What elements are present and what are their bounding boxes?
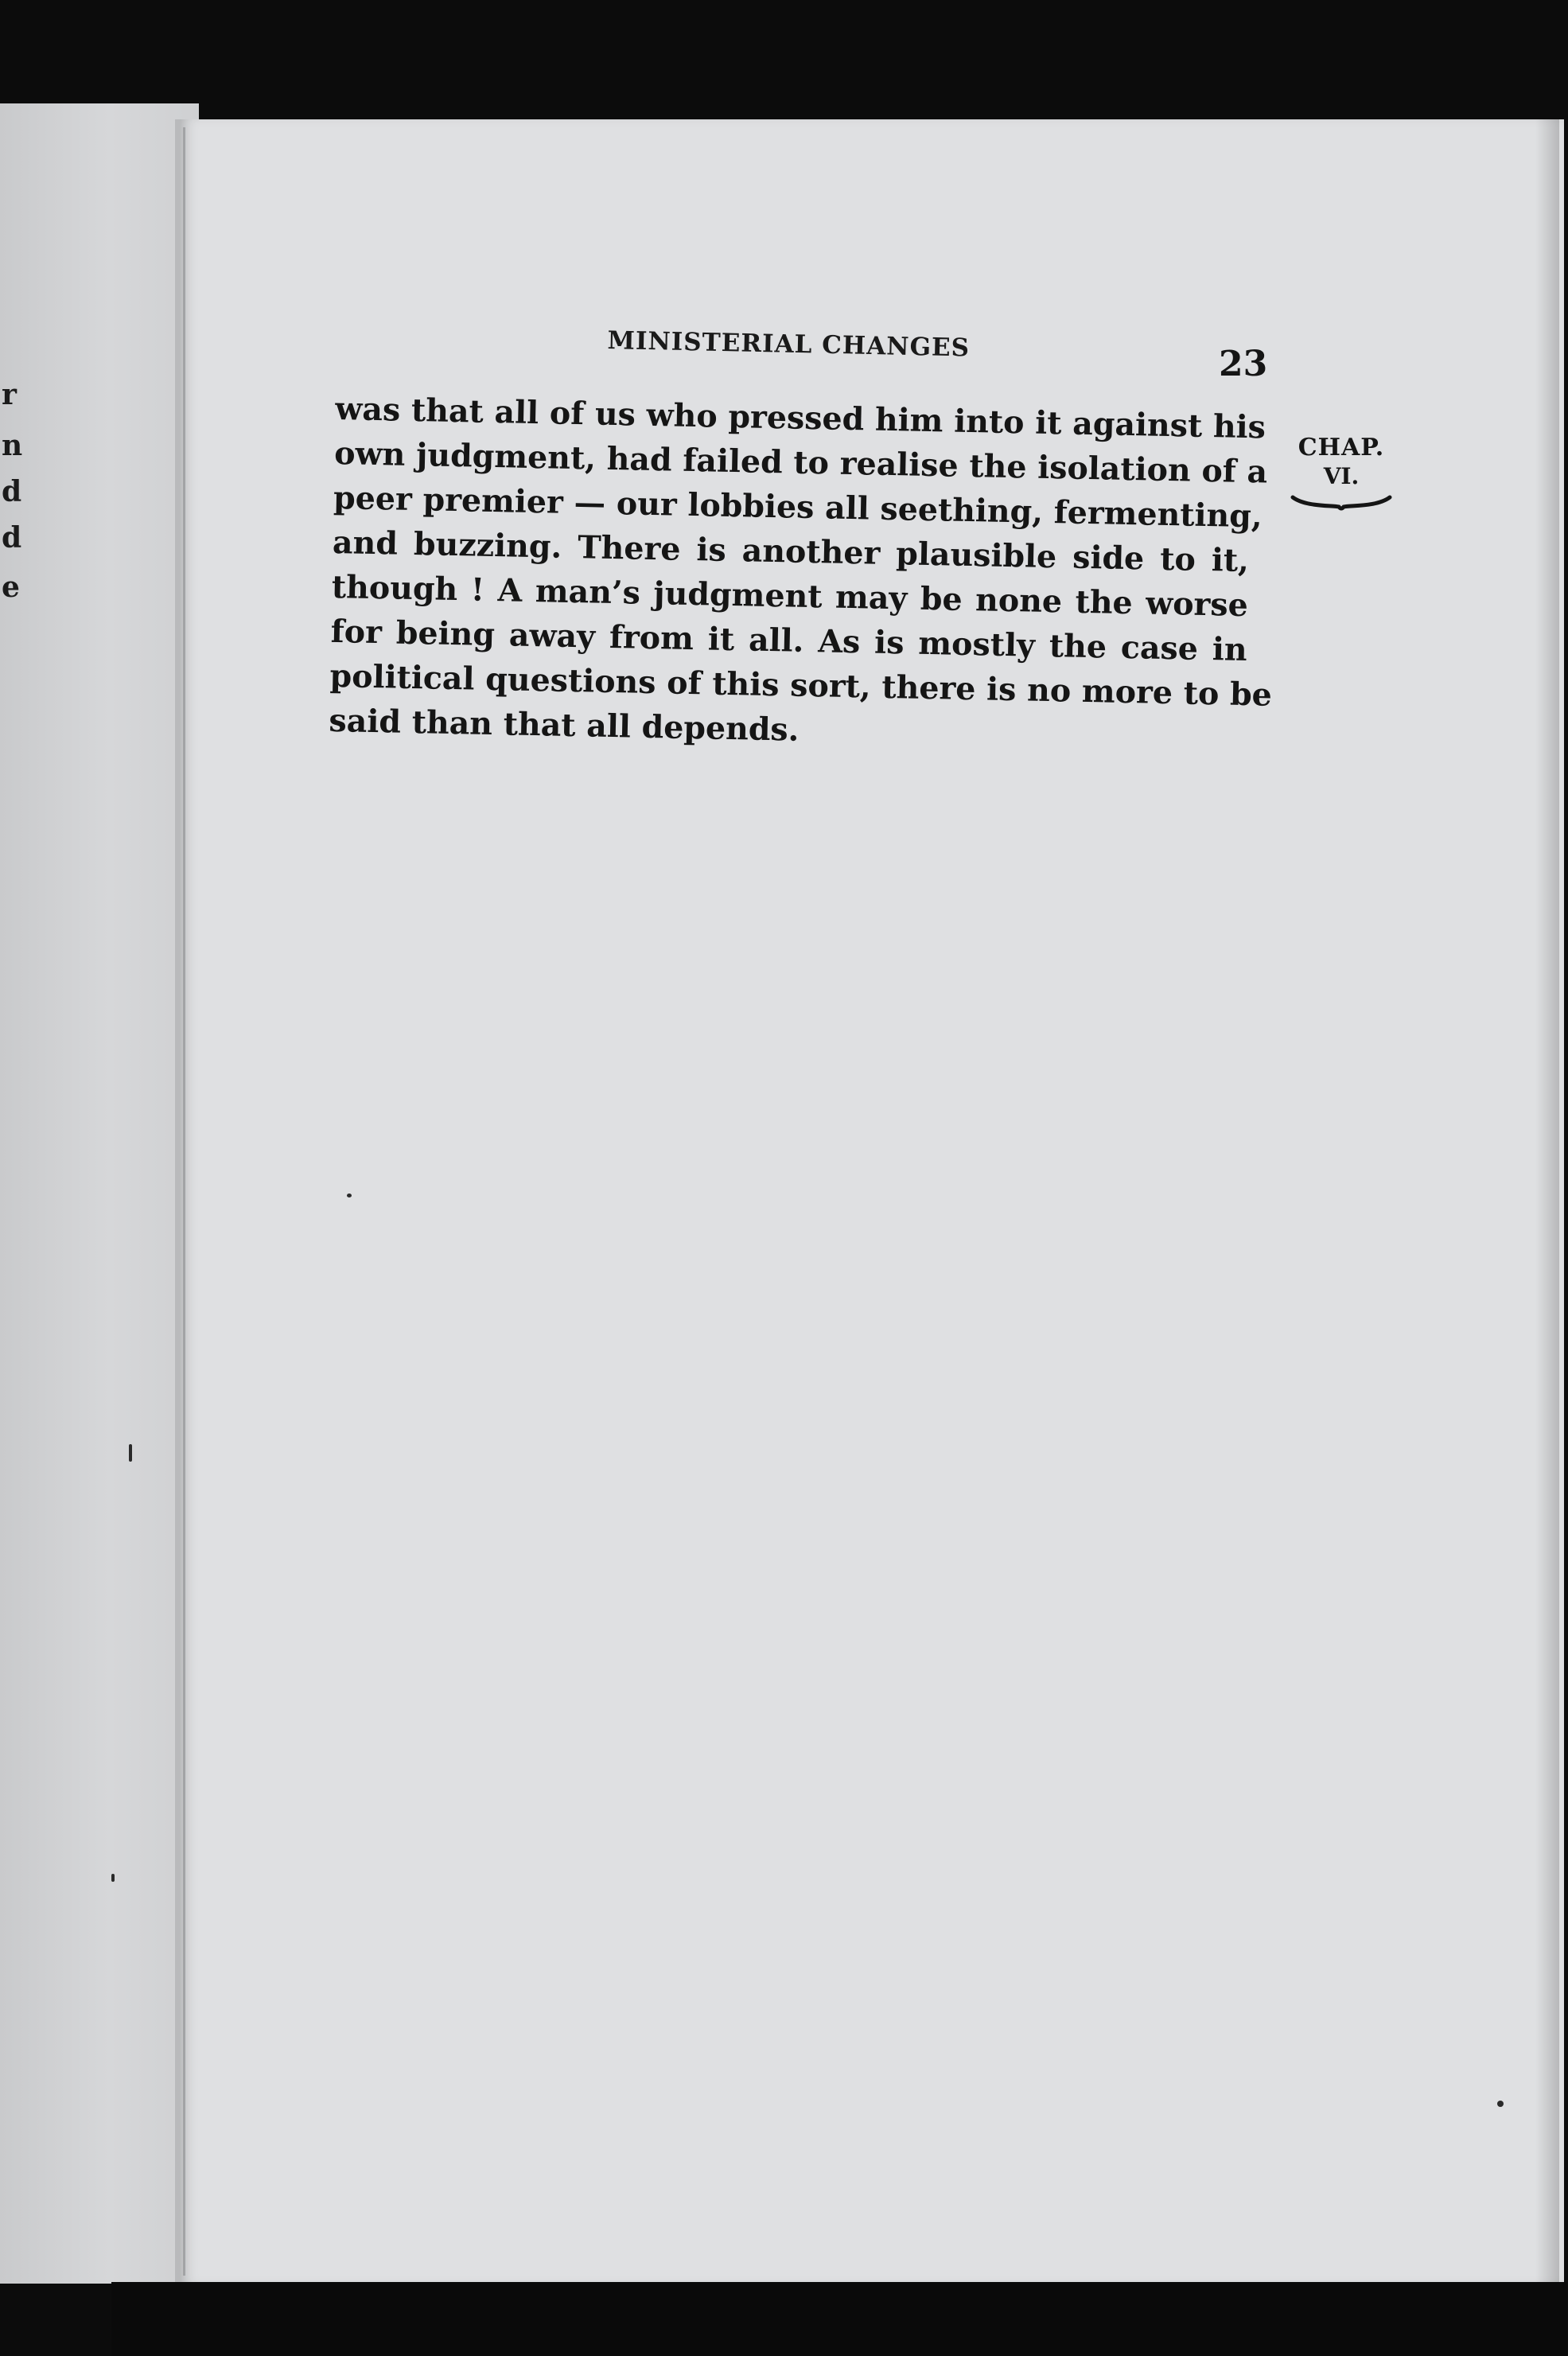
text-line: though ! A man’s judgment may be none the worse (331, 568, 1249, 625)
previous-page-fragment: d (2, 521, 22, 555)
text-line: own judgment, had failed to realise the isolation of a (333, 434, 1268, 491)
chapter-side-note (1286, 434, 1397, 512)
text-line: peer premier — our lobbies all seething, fermenting, (333, 479, 1263, 535)
previous-page-fragment: r (2, 378, 17, 411)
previous-page-fragment: n (2, 429, 23, 462)
previous-page-fragment: e (2, 571, 20, 604)
curly-brace-icon (1290, 494, 1393, 512)
text-line: said than that all depends. (329, 702, 800, 749)
previous-page-fragment: d (2, 475, 22, 508)
scan-speck (111, 1874, 115, 1882)
text-line: and buzzing. There is another plausible side to it, (332, 524, 1250, 580)
text-line: was that all of us who pressed him into it against his (334, 390, 1266, 446)
scan-speck (347, 1194, 352, 1197)
page-edge-shadow (1535, 119, 1559, 2284)
page-gutter-line (183, 127, 185, 2276)
chapter-number: VI. (1323, 463, 1360, 489)
text-line: for being away from it all. As is mostly the case in (330, 613, 1248, 669)
scan-speck (129, 1444, 132, 1462)
previous-page-sliver (0, 103, 199, 2284)
scan-speck (1497, 2101, 1504, 2107)
text-line: political questions of this sort, there is no more to be (329, 657, 1273, 714)
chapter-label: CHAP. (1298, 434, 1385, 461)
page-number: 23 (1219, 344, 1268, 384)
scan-border (111, 2282, 1567, 2356)
body-paragraph (329, 387, 1273, 761)
running-head: MINISTERIAL CHANGES (607, 326, 971, 363)
